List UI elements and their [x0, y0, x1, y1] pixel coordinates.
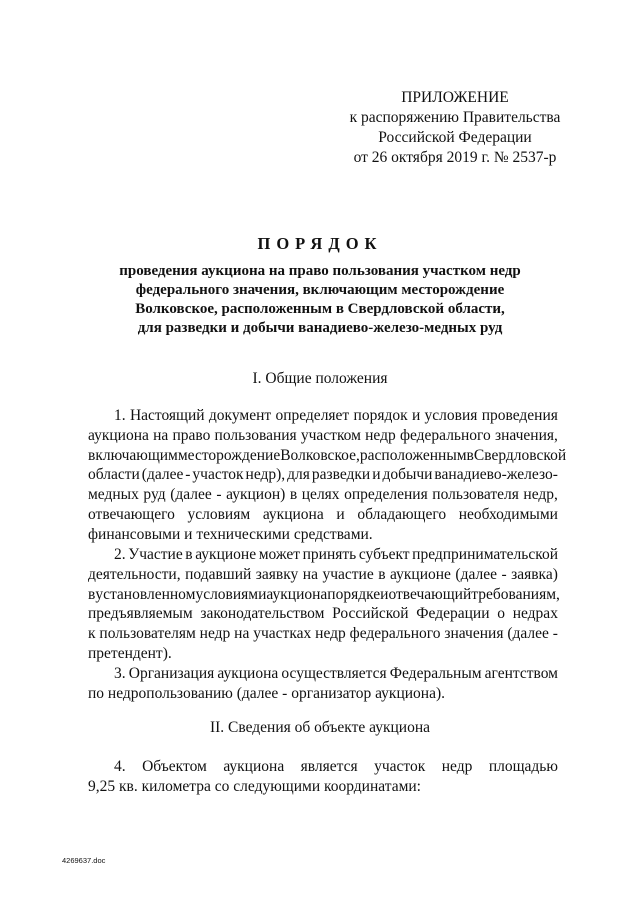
section-heading-general: I. Общие положения — [252, 370, 388, 387]
appendix-line-2: Российской Федерации — [378, 129, 532, 146]
word: - — [501, 565, 507, 583]
word: к — [88, 625, 96, 643]
word: участок — [374, 758, 426, 775]
word: Организация — [128, 665, 215, 682]
word: федерального — [399, 426, 491, 444]
word: на — [234, 625, 250, 643]
text-line — [88, 485, 558, 505]
word: Настоящий — [129, 407, 205, 424]
text-line — [88, 565, 558, 585]
word: недр), — [245, 466, 286, 484]
appendix-line-3: от 26 октября 2019 г. № 2537-р — [353, 149, 557, 166]
word: может — [258, 546, 301, 563]
document-code: 4269637.doc — [62, 856, 106, 865]
appendix-title: ПРИЛОЖЕНИЕ — [401, 89, 509, 106]
text-line — [88, 624, 558, 644]
word: в — [185, 546, 193, 563]
word: необходимыми — [458, 505, 558, 523]
document-title: ПОРЯДОК — [257, 234, 383, 253]
word: в — [378, 565, 386, 583]
word: разведки — [311, 466, 371, 484]
word: медных — [88, 486, 139, 504]
word: предпринимательской — [412, 546, 558, 563]
word: значения, — [494, 426, 558, 444]
word: ванадиево-железо- — [434, 466, 558, 484]
word: расположенным — [359, 446, 467, 464]
text-line — [88, 664, 558, 684]
word: недр — [365, 426, 396, 444]
subtitle-line: Волковское, расположенным в Свердловской области, — [135, 301, 505, 317]
word: агентством — [484, 665, 558, 682]
paragraph-1 — [88, 406, 567, 545]
word: (далее — [170, 486, 212, 504]
word: предъявляемым — [88, 605, 193, 623]
word: значения — [444, 625, 504, 643]
word: аукциона — [262, 505, 324, 523]
word: федерального — [349, 625, 441, 643]
word: включающим — [88, 446, 178, 464]
word: в — [88, 585, 96, 603]
word: (далее — [141, 466, 184, 484]
word: - — [216, 486, 222, 504]
text-line — [88, 545, 558, 565]
text-line — [88, 446, 567, 466]
text-line: финансовыми и техническими средствами. — [88, 525, 373, 543]
word: Российской — [332, 605, 409, 623]
word: и — [372, 466, 381, 484]
word: условиями — [195, 585, 267, 603]
word: осуществляется — [281, 665, 387, 682]
word: недр — [441, 758, 473, 775]
word: пользователям — [99, 625, 196, 643]
word: является — [300, 758, 358, 775]
word: в — [466, 446, 474, 464]
word: месторождение — [177, 446, 281, 464]
word: области — [88, 466, 140, 484]
word: подавший — [185, 565, 252, 583]
paragraph-4 — [88, 757, 558, 797]
text-line — [88, 406, 558, 426]
word: на — [302, 565, 318, 583]
text-line: по недропользованию (далее - организатор аукциона). — [88, 684, 446, 702]
word: Федерации — [416, 605, 490, 623]
word: аукционе — [195, 546, 257, 563]
word: Волковское, — [280, 446, 360, 464]
word: Участие — [128, 546, 183, 563]
word: аукцион) — [226, 486, 286, 504]
word: участок — [192, 466, 244, 484]
word: право — [172, 426, 211, 444]
section-heading-object: II. Сведения об объекте аукциона — [209, 719, 431, 736]
text-line — [88, 465, 558, 485]
paragraph-3 — [88, 664, 558, 704]
word: аукциона — [88, 426, 149, 444]
word: законодательством — [200, 605, 325, 623]
text-line: претендент). — [88, 644, 172, 662]
word: 4. — [114, 758, 126, 775]
text-line — [88, 426, 558, 446]
paragraph-2 — [88, 545, 558, 664]
word: в — [289, 486, 298, 504]
word: заявку — [255, 565, 299, 583]
word: (далее — [507, 625, 549, 643]
word: 2. — [114, 546, 126, 563]
word: аукционе — [390, 565, 451, 583]
word: (далее — [455, 565, 497, 583]
word: недр — [315, 625, 346, 643]
word: проведения — [481, 407, 558, 424]
word: пользователя — [432, 486, 519, 504]
text-line — [88, 757, 558, 777]
word: аукциона — [223, 758, 285, 775]
text-line — [88, 604, 558, 624]
word: Федеральным — [389, 665, 482, 682]
word: документ — [208, 407, 272, 424]
word: участком — [300, 426, 361, 444]
text-line: 9,25 кв. километра со следующими координатами: — [88, 777, 421, 795]
word: недр — [199, 625, 231, 643]
word: - — [185, 466, 191, 484]
word: отвечающего — [88, 505, 175, 523]
word: целях — [301, 486, 340, 504]
word: и — [336, 505, 345, 523]
document-subtitle — [110, 262, 530, 338]
subtitle-line: федерального значения, включающим месторождение — [135, 282, 505, 298]
word: и — [411, 407, 421, 424]
word: недрах — [512, 605, 558, 623]
word: аукциона — [217, 665, 279, 682]
word: недр, — [523, 486, 558, 504]
word: отвечающий — [388, 585, 472, 603]
word: руд — [143, 486, 166, 504]
word: условиям — [187, 505, 251, 523]
word: установленном — [95, 585, 196, 603]
word: 3. — [114, 665, 126, 682]
word: порядок — [353, 407, 408, 424]
word: - — [552, 625, 558, 643]
word: на — [153, 426, 169, 444]
subtitle-line: для разведки и добычи ванадиево-железо-медных руд — [137, 320, 503, 336]
word: для — [287, 466, 310, 484]
word: определения — [344, 486, 428, 504]
word: добычи — [382, 466, 433, 484]
word: 1. — [114, 407, 126, 424]
word: Объектом — [142, 758, 207, 775]
word: требованиям, — [471, 585, 560, 603]
word: площадью — [488, 758, 558, 775]
word: обладающего — [357, 505, 447, 523]
word: пользования — [214, 426, 297, 444]
word: аукциона — [266, 585, 328, 603]
text-line — [88, 505, 558, 525]
word: участках — [253, 625, 312, 643]
word: условия — [424, 407, 478, 424]
word: о — [497, 605, 505, 623]
word: деятельности, — [88, 565, 181, 583]
text-line — [88, 585, 558, 605]
word: и — [380, 585, 389, 603]
word: порядке — [327, 585, 381, 603]
word: субъект — [358, 546, 410, 563]
subtitle-line: проведения аукциона на право пользования участком недр — [119, 263, 521, 279]
word: участие — [322, 565, 374, 583]
word: определяет — [275, 407, 350, 424]
word: заявка) — [511, 565, 558, 583]
word: принять — [302, 546, 357, 563]
appendix-block — [330, 88, 580, 168]
appendix-line-1: к распоряжению Правительства — [349, 109, 561, 126]
word: Свердловской — [473, 446, 567, 464]
